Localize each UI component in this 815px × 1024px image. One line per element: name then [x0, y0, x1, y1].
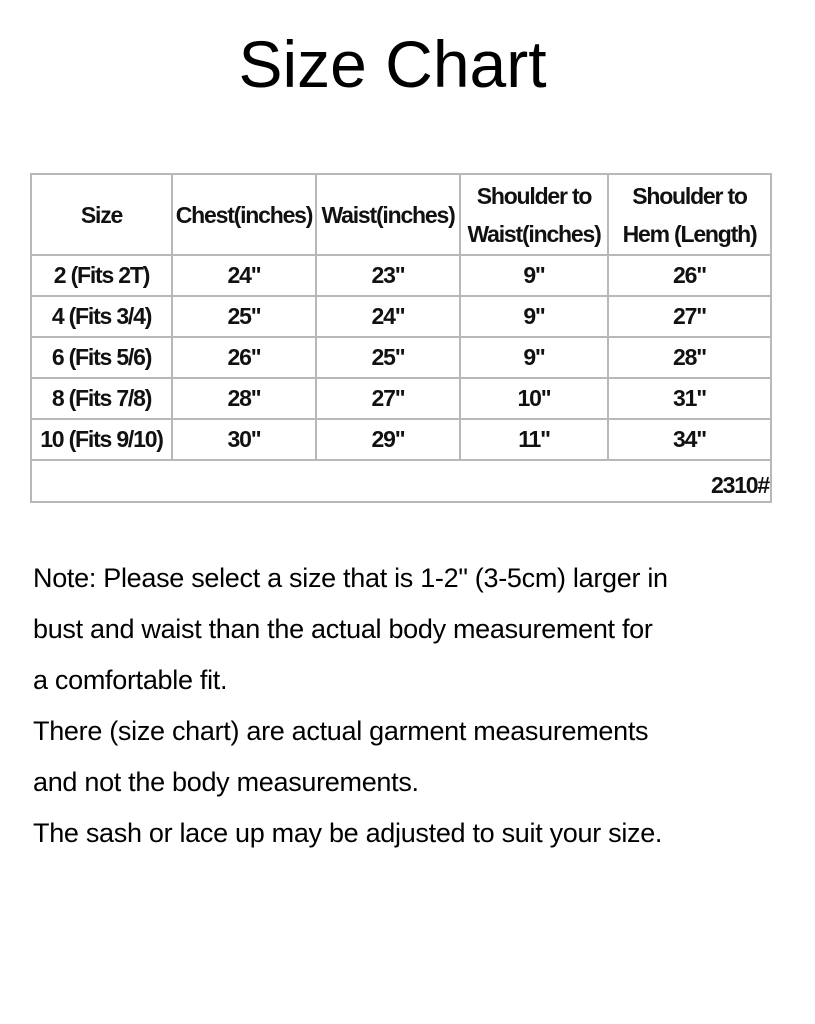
cell-shoulder-to-waist: 11"	[460, 419, 608, 460]
cell-shoulder-to-hem: 28"	[608, 337, 771, 378]
note-line: and not the body measurements.	[33, 767, 419, 797]
cell-waist: 29"	[316, 419, 460, 460]
cell-size: 6 (Fits 5/6)	[31, 337, 172, 378]
cell-shoulder-to-waist: 10"	[460, 378, 608, 419]
cell-chest: 25"	[172, 296, 316, 337]
note-line: a comfortable fit.	[33, 665, 228, 695]
cell-shoulder-to-hem: 31"	[608, 378, 771, 419]
table-row	[31, 337, 771, 378]
table-row	[31, 255, 771, 296]
table-row	[31, 378, 771, 419]
header-waist: Waist(inches)	[316, 174, 460, 255]
note-line: The sash or lace up may be adjusted to suit your size.	[33, 818, 663, 848]
size-chart-table	[30, 173, 772, 503]
cell-size: 8 (Fits 7/8)	[31, 378, 172, 419]
cell-chest: 24"	[172, 255, 316, 296]
cell-shoulder-to-waist: 9"	[460, 296, 608, 337]
table-row	[31, 419, 771, 460]
header-chest: Chest(inches)	[172, 174, 316, 255]
cell-waist: 24"	[316, 296, 460, 337]
header-shoulder-to-waist: Shoulder to Waist(inches)	[460, 174, 608, 255]
cell-size: 10 (Fits 9/10)	[31, 419, 172, 460]
header-shoulder-to-hem: Shoulder to Hem (Length)	[608, 174, 771, 255]
size-notes	[33, 553, 793, 859]
header-size: Size	[31, 174, 172, 255]
cell-shoulder-to-waist: 9"	[460, 255, 608, 296]
cell-chest: 28"	[172, 378, 316, 419]
cell-shoulder-to-hem: 26"	[608, 255, 771, 296]
table-header-row	[31, 174, 771, 255]
table-footer-row	[31, 460, 771, 502]
cell-size: 4 (Fits 3/4)	[31, 296, 172, 337]
product-code: 2310#	[31, 460, 771, 502]
cell-waist: 23"	[316, 255, 460, 296]
cell-chest: 26"	[172, 337, 316, 378]
cell-shoulder-to-hem: 27"	[608, 296, 771, 337]
cell-size: 2 (Fits 2T)	[31, 255, 172, 296]
note-line: There (size chart) are actual garment measurements	[33, 716, 649, 746]
cell-shoulder-to-hem: 34"	[608, 419, 771, 460]
cell-chest: 30"	[172, 419, 316, 460]
cell-waist: 27"	[316, 378, 460, 419]
cell-shoulder-to-waist: 9"	[460, 337, 608, 378]
note-line: Note: Please select a size that is 1-2" (3-5cm) larger in	[33, 563, 668, 593]
cell-waist: 25"	[316, 337, 460, 378]
note-line: bust and waist than the actual body measurement for	[33, 614, 653, 644]
page-title: Size Chart	[238, 27, 547, 101]
table-row	[31, 296, 771, 337]
